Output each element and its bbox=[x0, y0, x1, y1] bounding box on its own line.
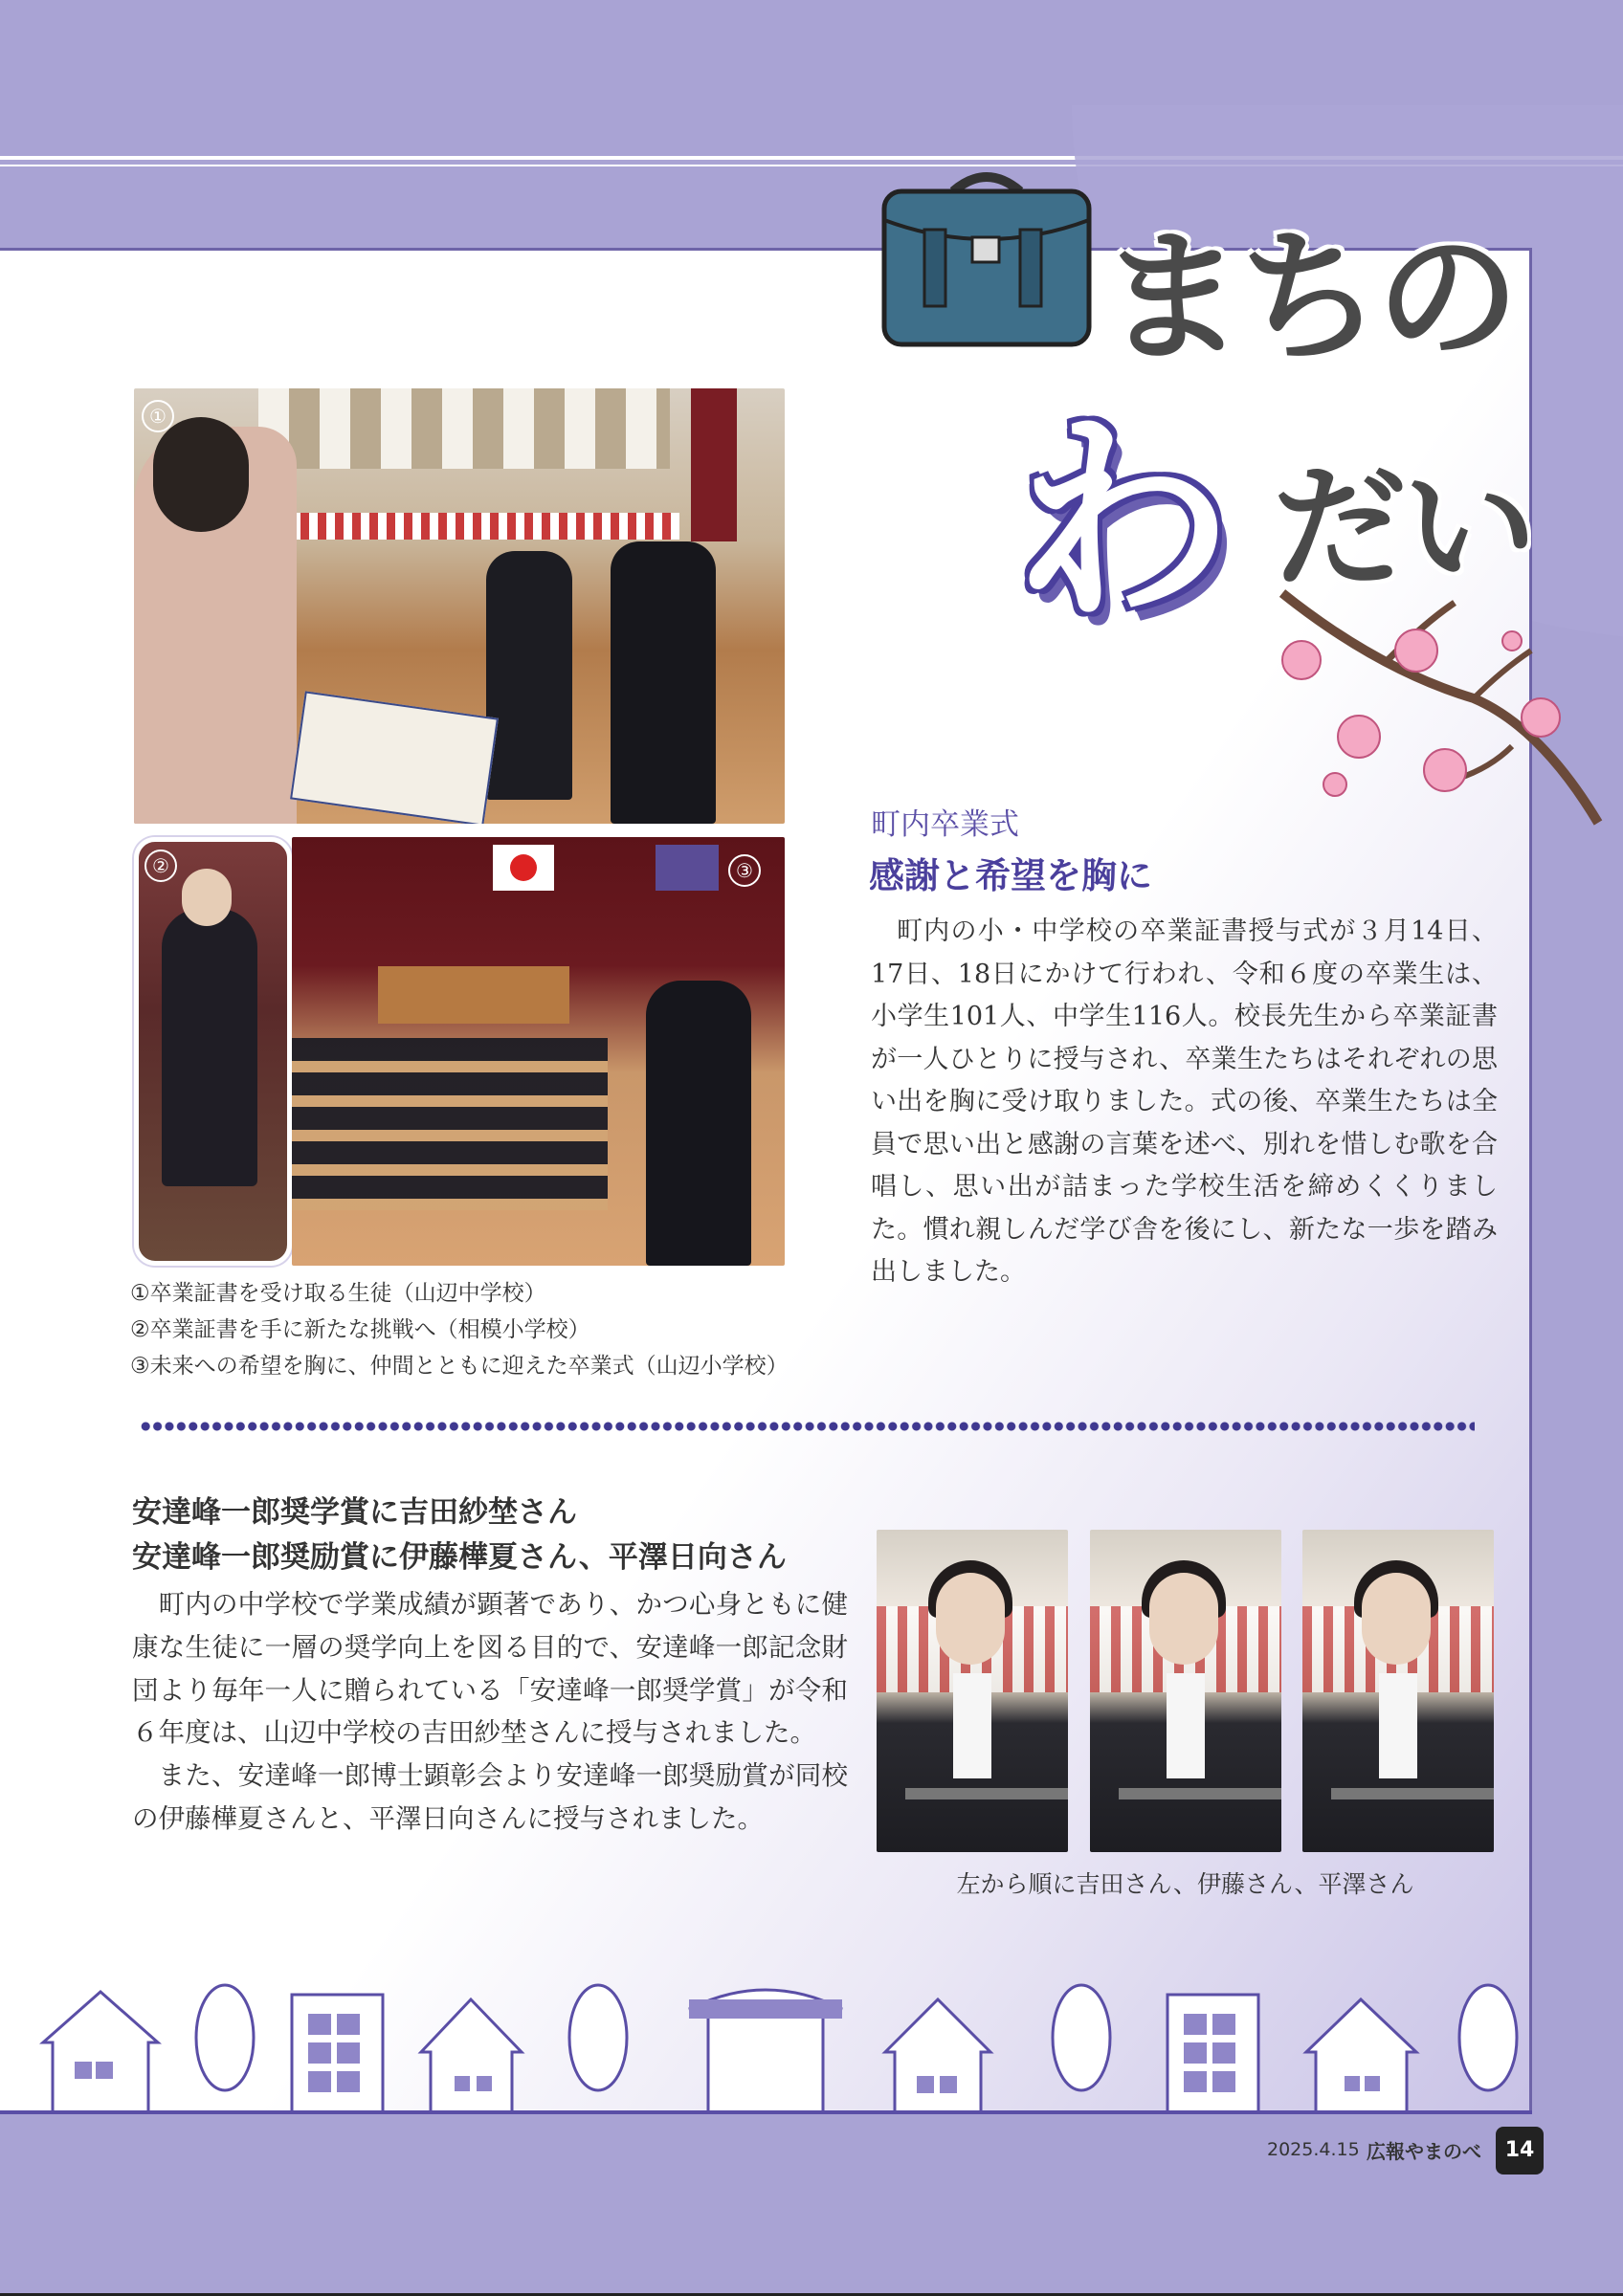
article2-paragraph-1: 町内の中学校で学業成績が顕著であり、かつ心身ともに健康な生徒に一層の奨学向上を図る目的で、安達峰一郎記念財団より毎年一人に贈られている「安達峰一郎奨学賞」が令和６年度は、山辺中学校の吉田紗埜さんに授与されました。 bbox=[132, 1589, 848, 1749]
photo-student-with-certificate bbox=[134, 837, 292, 1266]
article2-paragraph-2: また、安達峰一郎博士顕彰会より安達峰一郎奨励賞が同校の伊藤樺夏さんと、平澤日向さんに授与されました。 bbox=[132, 1760, 848, 1834]
section-divider bbox=[140, 1421, 1475, 1432]
footer-publication: 広報やまのべ bbox=[1367, 2140, 1481, 2163]
title-wa: わ bbox=[1012, 395, 1234, 651]
article2-body bbox=[132, 1583, 848, 1841]
article1-headline: 感謝と希望を胸に bbox=[869, 855, 1152, 896]
page-number: 14 bbox=[1496, 2127, 1544, 2175]
photo-yoshida bbox=[877, 1530, 1068, 1852]
photo-captions bbox=[130, 1275, 896, 1384]
photo-graduation-certificate bbox=[134, 388, 785, 824]
townscape-illustration bbox=[0, 1971, 1532, 2114]
article1-paragraph: 町内の小・中学校の卒業証書授与式が３月14日、17日、18日にかけて行われ、令和６度の卒業生は、小学生101人、中学生116人。校長先生から卒業証書が一人ひとりに授与され、卒業生たちはそれぞれの思い出を胸に受け取りました。式の後、卒業生たちは全員で思い出と感謝の言葉を述べ、別れを惜しむ歌を合唱し、思い出が詰まった学校生活を締めくくりました。慣れ親しんだ学び舎を後にし、新たな一歩を踏み出しました。 bbox=[871, 916, 1498, 1287]
photo-hirasawa bbox=[1302, 1530, 1494, 1852]
footer-date: 2025.4.15 bbox=[1267, 2139, 1360, 2160]
article1-body bbox=[871, 911, 1498, 1294]
article1-label: 町内卒業式 bbox=[871, 807, 1019, 842]
photo-number-2: ② bbox=[145, 850, 177, 882]
title-dai: だい bbox=[1273, 451, 1534, 607]
photo-graduation-ceremony bbox=[292, 837, 785, 1266]
article2-heading-2: 安達峰一郎奨励賞に伊藤樺夏さん、平澤日向さん bbox=[132, 1540, 787, 1575]
caption-3: ③未来への希望を胸に、仲間とともに迎えた卒業式（山辺小学校） bbox=[130, 1354, 789, 1379]
caption-1: ①卒業証書を受け取る生徒（山辺中学校） bbox=[130, 1281, 546, 1306]
caption-2: ②卒業証書を手に新たな挑戦へ（相模小学校） bbox=[130, 1317, 590, 1342]
award-photo-caption: 左から順に吉田さん、伊藤さん、平澤さん bbox=[956, 1870, 1414, 1898]
photo-ito bbox=[1090, 1530, 1281, 1852]
school-bag-icon bbox=[877, 163, 1097, 354]
photo-number-1: ① bbox=[142, 400, 174, 432]
cherry-blossom-branch-icon bbox=[1263, 584, 1608, 842]
article2-heading-1: 安達峰一郎奨学賞に吉田紗埜さん bbox=[132, 1495, 577, 1530]
photo-number-3: ③ bbox=[728, 854, 761, 887]
title-machino: まちの bbox=[1101, 215, 1515, 382]
